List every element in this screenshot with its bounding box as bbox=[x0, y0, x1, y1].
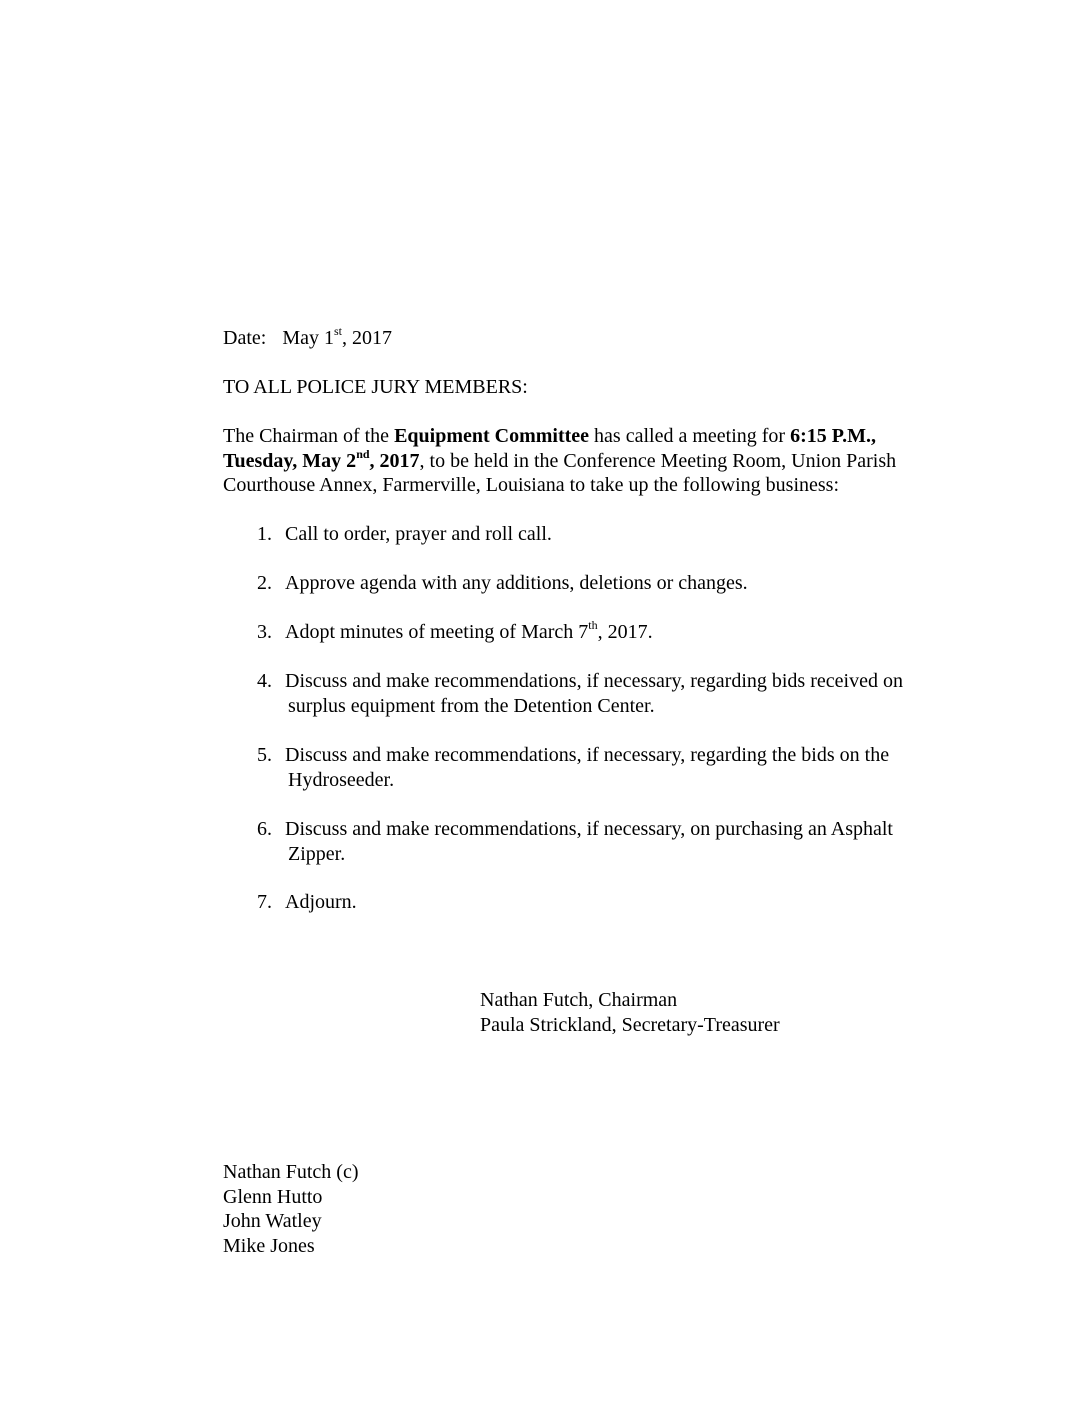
agenda-text: Adjourn. bbox=[285, 891, 357, 913]
member-1: Nathan Futch (c) bbox=[223, 1161, 359, 1183]
agenda-item-3 bbox=[257, 620, 653, 644]
agenda-text: Adopt minutes of meeting of March 7 bbox=[285, 621, 589, 643]
member-3: John Watley bbox=[223, 1210, 322, 1232]
signature-secretary: Paula Strickland, Secretary-Treasurer bbox=[480, 1014, 780, 1036]
date-line bbox=[223, 326, 392, 350]
agenda-suffix: th bbox=[588, 618, 598, 633]
date-label: Date: bbox=[223, 327, 267, 349]
meeting-day: Tuesday, May 2 bbox=[223, 450, 357, 472]
agenda-text: Call to order, prayer and roll call. bbox=[285, 523, 552, 545]
agenda-item-5 bbox=[257, 743, 889, 767]
agenda-item-5-cont: Hydroseeder. bbox=[288, 769, 395, 791]
committee-name: Equipment Committee bbox=[394, 425, 590, 447]
salutation: TO ALL POLICE JURY MEMBERS: bbox=[223, 376, 528, 398]
date-suffix: st bbox=[333, 324, 342, 339]
agenda-number: 6. bbox=[257, 818, 272, 840]
meeting-day-date bbox=[223, 447, 420, 472]
date-month-day: May 1 bbox=[282, 327, 334, 349]
agenda-text: Discuss and make recommendations, if necessary, regarding the bids on the bbox=[285, 744, 890, 766]
signature-chairman: Nathan Futch, Chairman bbox=[480, 989, 678, 1011]
agenda-item-4-cont: surplus equipment from the Detention Center. bbox=[288, 695, 655, 717]
intro-line-1 bbox=[223, 424, 876, 448]
agenda-text: Discuss and make recommendations, if necessary, on purchasing an Asphalt bbox=[285, 818, 893, 840]
member-4: Mike Jones bbox=[223, 1235, 315, 1257]
intro-text-2: has called a meeting for bbox=[589, 425, 791, 447]
agenda-number: 1. bbox=[257, 523, 272, 545]
agenda-number: 4. bbox=[257, 670, 272, 692]
agenda-number: 7. bbox=[257, 891, 272, 913]
intro-text-1: The Chairman of the bbox=[223, 425, 395, 447]
intro-text-3: , to be held in the Conference Meeting Room, Union Parish bbox=[419, 450, 897, 472]
agenda-item-6 bbox=[257, 817, 893, 841]
agenda-text: Discuss and make recommendations, if necessary, regarding bids received on bbox=[285, 670, 903, 692]
agenda-item-6-cont: Zipper. bbox=[288, 843, 346, 865]
date-year: , 2017 bbox=[342, 327, 392, 349]
agenda-number: 5. bbox=[257, 744, 272, 766]
agenda-text-end: , 2017. bbox=[597, 621, 653, 643]
meeting-day-suffix: nd bbox=[356, 447, 370, 462]
agenda-number: 3. bbox=[257, 621, 272, 643]
meeting-year: , 2017 bbox=[369, 450, 420, 472]
agenda-item-7 bbox=[257, 890, 357, 914]
meeting-time: 6:15 P.M., bbox=[790, 425, 876, 447]
agenda-item-2 bbox=[257, 571, 748, 595]
agenda-text: Approve agenda with any additions, deletions or changes. bbox=[285, 572, 748, 594]
agenda-number: 2. bbox=[257, 572, 272, 594]
agenda-item-1 bbox=[257, 522, 552, 546]
intro-line-3: Courthouse Annex, Farmerville, Louisiana to take up the following business: bbox=[223, 474, 840, 496]
intro-line-2 bbox=[223, 449, 896, 473]
agenda-item-4 bbox=[257, 669, 903, 693]
member-2: Glenn Hutto bbox=[223, 1186, 323, 1208]
